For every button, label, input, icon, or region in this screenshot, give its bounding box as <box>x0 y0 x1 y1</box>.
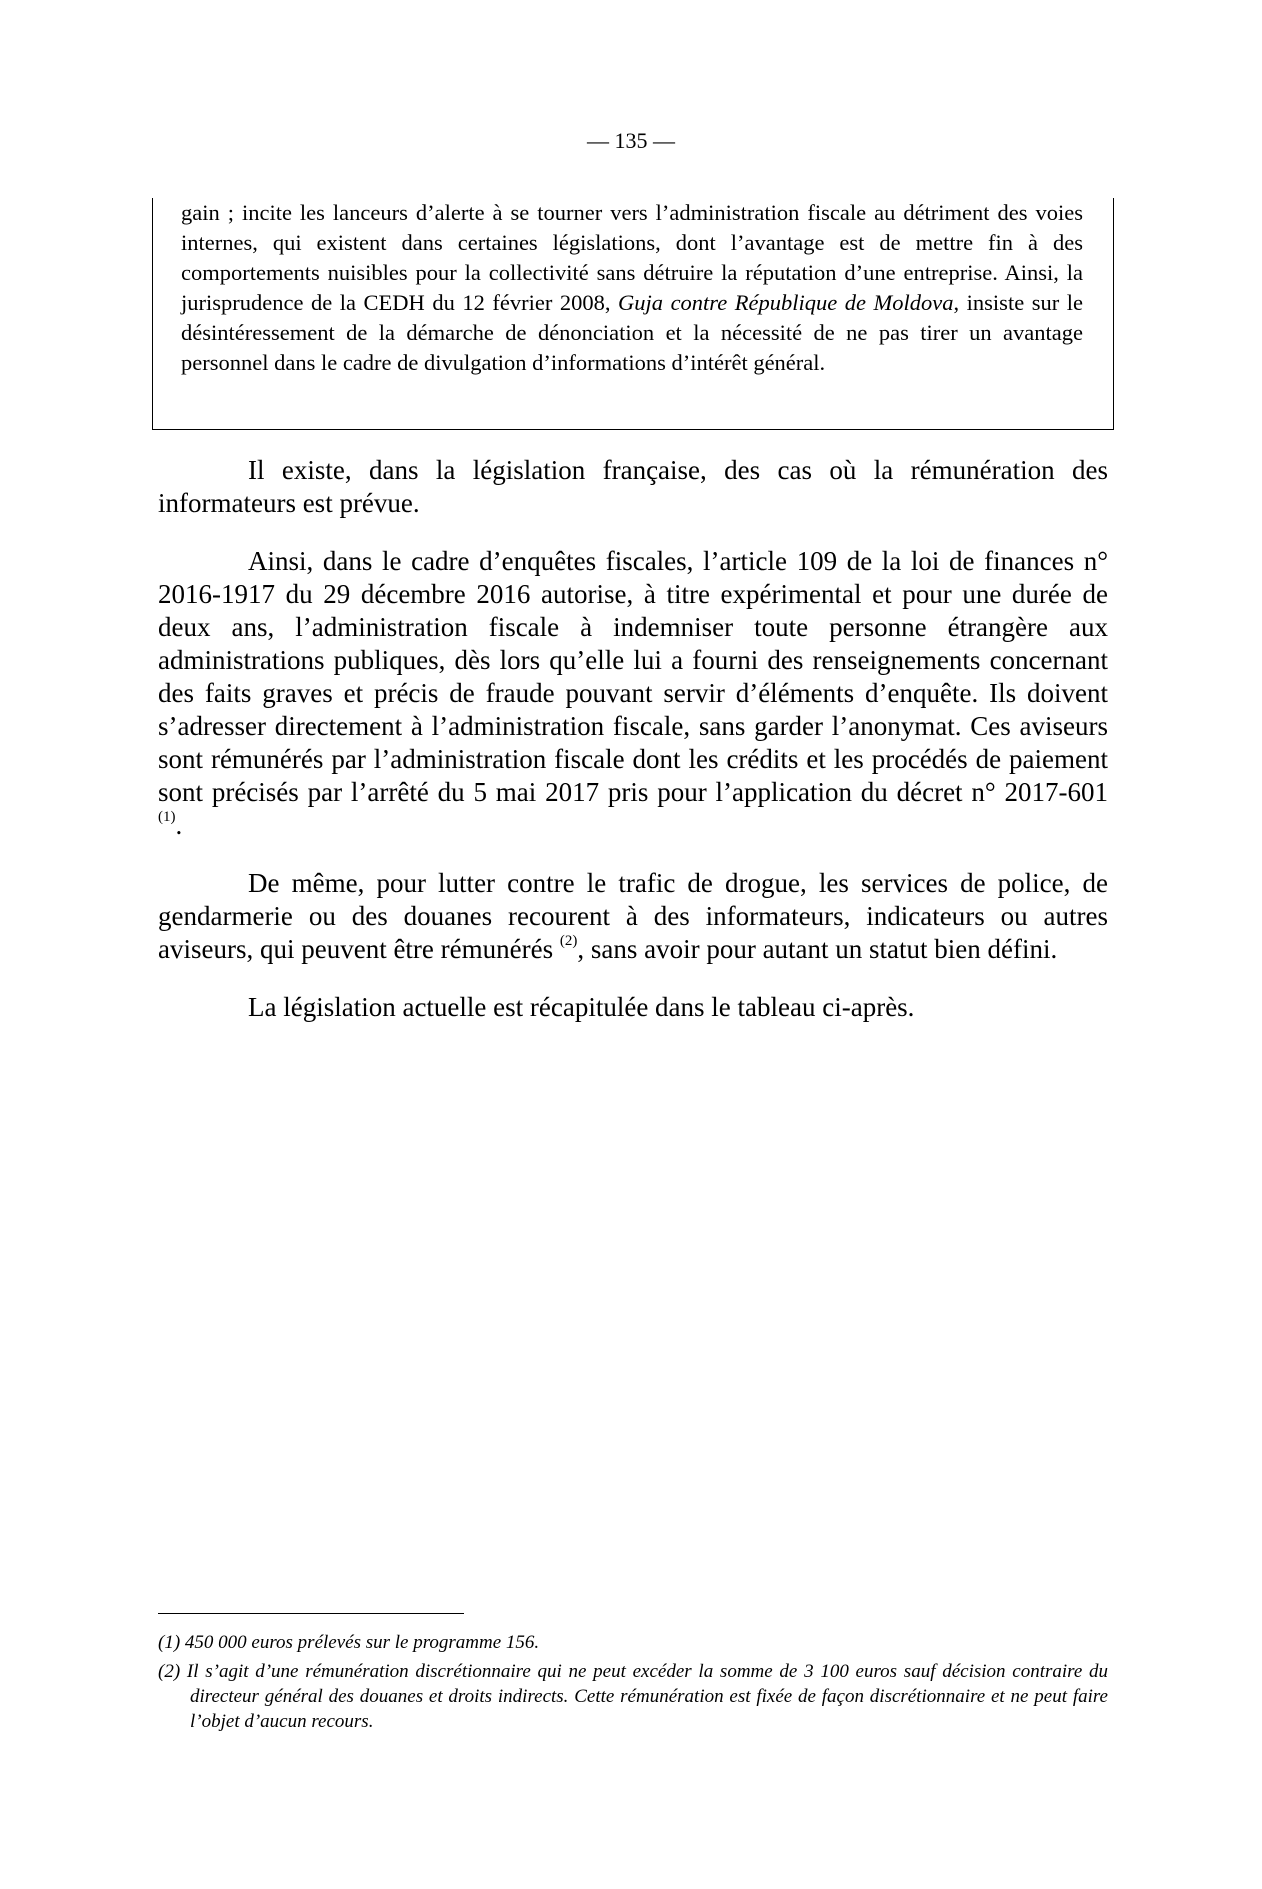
paragraph-3 <box>158 867 1108 966</box>
footnote-1: (1) 450 000 euros prélevés sur le programme 156. <box>158 1632 540 1653</box>
paragraph-3-end: , sans avoir pour autant un statut bien défini. <box>577 934 1058 964</box>
footnote-2: (2) Il s’agit d’une rémunération discrétionnaire qui ne peut excéder la somme de 3 100 euros sauf décision contraire du directeur général des douanes et droits indirects. Cette rémunération est fixée de façon discrétionnaire et ne peut faire l’objet d’aucun recours. <box>158 1661 1108 1732</box>
page-number: — 135 — <box>587 128 675 153</box>
paragraph-1: Il existe, dans la législation française, des cas où la rémunération des informateurs est prévue. <box>158 455 1108 518</box>
footnote-ref-1[interactable]: (1) <box>158 809 176 825</box>
paragraph-4: La législation actuelle est récapitulée dans le tableau ci-après. <box>248 992 915 1022</box>
paragraph-3-text: De même, pour lutter contre le trafic de drogue, les services de police, de gendarmerie ou des douanes recourent à des informateurs, indicateurs ou autres aviseurs, qui peuvent être rémunérés <box>158 868 1108 964</box>
box-text-2: , insiste sur le désintéressement de la démarche de dénonciation et la nécessité de ne pas tirer un avantage personnel dans le cadre de divulgation d’informations d’intérêt général. <box>181 290 1083 375</box>
quoted-box <box>152 198 1114 430</box>
footnotes <box>158 1630 1108 1738</box>
footnote-separator <box>158 1613 464 1614</box>
paragraph-2-end: . <box>175 810 183 840</box>
footnote-ref-2[interactable]: (2) <box>559 933 578 949</box>
case-name: Guja contre République de Moldova <box>618 290 954 315</box>
box-paragraph <box>181 198 1083 378</box>
paragraph-2 <box>158 545 1108 842</box>
box-text-1: gain ; incite les lanceurs d’alerte à se tourner vers l’administration fiscale au détriment des voies internes, qui existent dans certaines législations, dont l’avantage est de mettre fin à des comportements nuisibles pour la collectivité sans détruire la réputation d’une entreprise. Ainsi, la jurisprudence de la CEDH du 12 février 2008, <box>181 200 1083 315</box>
body-text <box>158 454 1108 1049</box>
paragraph-2-text: Ainsi, dans le cadre d’enquêtes fiscales, l’article 109 de la loi de finances n° 2016-1917 du 29 décembre 2016 autorise, à titre expérimental et pour une durée de deux ans, l’administration fiscale à indemniser toute personne étrangère aux administrations publiques, dès lors qu’elle lui a fourni des renseignements concernant des faits graves et précis de fraude pouvant servir d’éléments d’enquête. Ils doivent s’adresser directement à l’administration fiscale, sans garder l’anonymat. Ces aviseurs sont rémunérés par l’administration fiscale dont les crédits et les procédés de paiement sont précisés par l’arrêté du 5 mai 2017 pris pour l’application du décret n° 2017-601 <box>158 546 1108 807</box>
